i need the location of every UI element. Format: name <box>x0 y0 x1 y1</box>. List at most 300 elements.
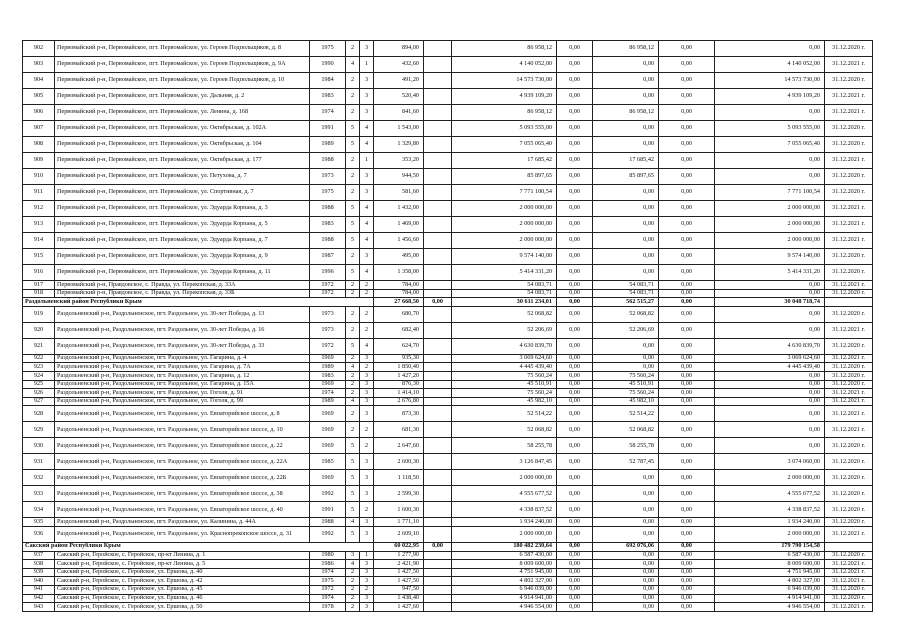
row-number: 924 <box>23 371 55 380</box>
total-cost: 86 958,12 <box>452 41 557 57</box>
year-built: 1983 <box>310 371 346 380</box>
address-cell: Раздольненский р-н, Раздольненское, пгт. Раздольное, ул. Евпаторийское шоссе, д. 40 <box>55 502 310 518</box>
total-cost: 4 555 677,52 <box>452 486 557 502</box>
entrances-count: 3 <box>360 603 374 612</box>
completion-date: 31.12.2020 г. <box>825 486 873 502</box>
total-cost: 75 560,24 <box>452 371 557 380</box>
entrances-count: 2 <box>360 585 374 594</box>
area-value: 1 414,10 <box>374 389 424 398</box>
completion-date: 31.12.2021 г. <box>825 568 873 577</box>
zero-value: 0,00 <box>557 57 593 73</box>
area-value: 876,30 <box>374 380 424 389</box>
floors-count: 2 <box>346 389 360 398</box>
area-value: 894,00 <box>374 41 424 57</box>
year-built: 1988 <box>310 153 346 169</box>
area-value: 1 543,00 <box>374 121 424 137</box>
roof-cost: 0,00 <box>593 470 659 486</box>
area-value: 432,60 <box>374 57 424 73</box>
table-row <box>23 371 873 380</box>
table-row <box>23 380 873 389</box>
facade-cost: 0,00 <box>715 153 825 169</box>
address-cell: Первомайский р-н, Первомайское, пгт. Первомайское, ул. Героев Подпольщиков, д. 9А <box>55 57 310 73</box>
completion-date: 31.12.2020 г. <box>825 454 873 470</box>
zero-value: 0,00 <box>557 585 593 594</box>
roof-cost: 85 897,65 <box>593 169 659 185</box>
zero-value: 0,00 <box>659 560 715 569</box>
total-cost: 4 140 052,00 <box>452 57 557 73</box>
area-value: 2 676,80 <box>374 397 424 406</box>
address-cell: Первомайский р-н, Первомайское, пгт. Первомайское, ул. Спортивная, д. 7 <box>55 185 310 201</box>
roof-cost: 52 787,45 <box>593 454 659 470</box>
row-number: 938 <box>23 560 55 569</box>
floors-count: 5 <box>346 137 360 153</box>
table-row <box>23 354 873 363</box>
floors-count: 2 <box>346 585 360 594</box>
address-cell: Сакский р-н, Геройское, с. Геройское, пр-кт Ленина, д. 5 <box>55 560 310 569</box>
row-number: 918 <box>23 289 55 298</box>
zero-value: 0,00 <box>557 265 593 281</box>
table-row <box>23 322 873 338</box>
district-name: Сакский район Республики Крым <box>23 542 374 551</box>
district-roof-cost: 692 076,06 <box>593 542 659 551</box>
zero-value: 0,00 <box>659 406 715 422</box>
total-cost: 4 445 439,40 <box>452 363 557 372</box>
roof-cost: 52 206,69 <box>593 322 659 338</box>
total-cost: 52 068,82 <box>452 306 557 322</box>
blank-cell <box>424 438 452 454</box>
entrances-count: 3 <box>360 577 374 586</box>
roof-cost: 0,00 <box>593 568 659 577</box>
row-number: 926 <box>23 389 55 398</box>
roof-cost: 0,00 <box>593 518 659 527</box>
zero-value: 0,00 <box>659 289 715 298</box>
address-cell: Первомайский р-н, Первомайское, пгт. Первомайское, ул. Эдуарда Корпана, д. 7 <box>55 233 310 249</box>
area-value: 873,30 <box>374 406 424 422</box>
facade-cost: 0,00 <box>715 41 825 57</box>
zero-value: 0,00 <box>659 73 715 89</box>
total-cost: 4 802 327,00 <box>452 577 557 586</box>
row-number: 941 <box>23 585 55 594</box>
roof-cost: 0,00 <box>593 73 659 89</box>
completion-date: 31.12.2020 г. <box>825 41 873 57</box>
address-cell: Раздольненский р-н, Раздольненское, пгт. Раздольное, ул. Гагарина, д. 4 <box>55 354 310 363</box>
table-row <box>23 289 873 298</box>
total-cost: 1 934 240,00 <box>452 518 557 527</box>
zero-value: 0,00 <box>659 594 715 603</box>
floors-count: 2 <box>346 306 360 322</box>
zero-value: 0,00 <box>557 594 593 603</box>
address-cell: Раздольненский р-н, Раздольненское, пгт. Раздольное, ул. Евпаторийское шоссе, д. 22А <box>55 454 310 470</box>
total-cost: 75 560,24 <box>452 389 557 398</box>
zero-value: 0,00 <box>557 389 593 398</box>
floors-count: 3 <box>346 551 360 560</box>
table-row <box>23 422 873 438</box>
year-built: 1985 <box>310 454 346 470</box>
table-row <box>23 57 873 73</box>
floors-count: 2 <box>346 169 360 185</box>
address-cell: Сакский р-н, Геройское, с. Геройское, ул. Ершова, д. 40 <box>55 568 310 577</box>
district-total-cost: 30 611 234,01 <box>452 298 557 307</box>
blank-cell <box>424 486 452 502</box>
floors-count: 2 <box>346 153 360 169</box>
zero-value: 0,00 <box>557 354 593 363</box>
entrances-count: 3 <box>360 486 374 502</box>
total-cost: 5 093 555,00 <box>452 121 557 137</box>
total-cost: 9 574 140,00 <box>452 249 557 265</box>
table-row <box>23 389 873 398</box>
address-cell: Сакский р-н, Геройское, с. Геройское, ул. Ершова, д. 50 <box>55 603 310 612</box>
roof-cost: 0,00 <box>593 249 659 265</box>
table-row <box>23 594 873 603</box>
year-built: 1988 <box>310 518 346 527</box>
year-built: 1980 <box>310 551 346 560</box>
roof-cost: 0,00 <box>593 121 659 137</box>
entrances-count: 2 <box>360 306 374 322</box>
zero-value: 0,00 <box>557 560 593 569</box>
facade-cost: 4 338 837,52 <box>715 502 825 518</box>
district-zero-value: 0,00 <box>659 298 715 307</box>
floors-count: 4 <box>346 363 360 372</box>
facade-cost: 4 939 109,20 <box>715 89 825 105</box>
year-built: 1969 <box>310 470 346 486</box>
table-row <box>23 233 873 249</box>
row-number: 919 <box>23 306 55 322</box>
district-subtotal-row <box>23 542 873 551</box>
completion-date: 31.12.2020 г. <box>825 551 873 560</box>
blank-cell <box>424 121 452 137</box>
district-zero-value: 0,00 <box>557 542 593 551</box>
row-number: 902 <box>23 41 55 57</box>
zero-value: 0,00 <box>659 201 715 217</box>
total-cost: 6 587 430,00 <box>452 551 557 560</box>
row-number: 939 <box>23 568 55 577</box>
area-value: 1 771,10 <box>374 518 424 527</box>
row-number: 940 <box>23 577 55 586</box>
area-value: 1 329,80 <box>374 137 424 153</box>
zero-value: 0,00 <box>557 217 593 233</box>
entrances-count: 2 <box>360 322 374 338</box>
roof-cost: 0,00 <box>593 137 659 153</box>
roof-cost: 17 685,42 <box>593 153 659 169</box>
completion-date: 31.12.2021 г. <box>825 406 873 422</box>
floors-count: 2 <box>346 380 360 389</box>
table-row <box>23 281 873 290</box>
entrances-count: 3 <box>360 568 374 577</box>
facade-cost: 4 946 554,00 <box>715 603 825 612</box>
year-built: 1978 <box>310 603 346 612</box>
facade-cost: 6 587 430,00 <box>715 551 825 560</box>
entrances-count: 4 <box>360 137 374 153</box>
address-cell: Раздольненский р-н, Раздольненское, пгт. Раздольное, ул. Евпаторийское шоссе, д. 38 <box>55 486 310 502</box>
zero-value: 0,00 <box>557 486 593 502</box>
row-number: 917 <box>23 281 55 290</box>
zero-value: 0,00 <box>659 422 715 438</box>
completion-date: 31.12.2020 г. <box>825 185 873 201</box>
table-row <box>23 249 873 265</box>
zero-value: 0,00 <box>557 502 593 518</box>
entrances-count: 3 <box>360 454 374 470</box>
address-cell: Первомайский р-н, Первомайское, пгт. Первомайское, ул. Эдуарда Корпана, д. 9 <box>55 249 310 265</box>
floors-count: 2 <box>346 354 360 363</box>
row-number: 915 <box>23 249 55 265</box>
completion-date: 31.12.2021 г. <box>825 217 873 233</box>
floors-count: 4 <box>346 57 360 73</box>
blank-cell <box>424 577 452 586</box>
zero-value: 0,00 <box>557 338 593 354</box>
zero-value: 0,00 <box>659 105 715 121</box>
row-number: 935 <box>23 518 55 527</box>
blank-cell <box>424 153 452 169</box>
zero-value: 0,00 <box>659 249 715 265</box>
facade-cost: 0,00 <box>715 438 825 454</box>
blank-cell <box>424 338 452 354</box>
facade-cost: 2 000 000,00 <box>715 233 825 249</box>
year-built: 1987 <box>310 249 346 265</box>
table-row <box>23 470 873 486</box>
completion-date: 31.12.2020 г. <box>825 137 873 153</box>
zero-value: 0,00 <box>557 470 593 486</box>
zero-value: 0,00 <box>557 551 593 560</box>
blank-cell <box>424 502 452 518</box>
total-cost: 7 771 100,54 <box>452 185 557 201</box>
facade-cost: 2 000 000,00 <box>715 526 825 542</box>
table-row <box>23 338 873 354</box>
facade-cost: 0,00 <box>715 380 825 389</box>
facade-cost: 1 934 240,00 <box>715 518 825 527</box>
area-value: 2 647,60 <box>374 438 424 454</box>
completion-date: 31.12.2021 г. <box>825 577 873 586</box>
year-built: 1992 <box>310 526 346 542</box>
floors-count: 2 <box>346 249 360 265</box>
entrances-count: 2 <box>360 289 374 298</box>
completion-date: 31.12.2021 г. <box>825 397 873 406</box>
blank-cell <box>424 265 452 281</box>
row-number: 933 <box>23 486 55 502</box>
roof-cost: 0,00 <box>593 603 659 612</box>
blank-cell <box>424 185 452 201</box>
zero-value: 0,00 <box>659 89 715 105</box>
facade-cost: 0,00 <box>715 281 825 290</box>
year-built: 1969 <box>310 406 346 422</box>
blank-cell <box>424 363 452 372</box>
blank-cell <box>424 526 452 542</box>
completion-date: 31.12.2020 г. <box>825 518 873 527</box>
floors-count: 4 <box>346 560 360 569</box>
zero-value: 0,00 <box>659 153 715 169</box>
area-value: 1 600,30 <box>374 502 424 518</box>
facade-cost: 4 751 945,00 <box>715 568 825 577</box>
area-value: 624,70 <box>374 338 424 354</box>
floors-count: 2 <box>346 281 360 290</box>
table-row <box>23 603 873 612</box>
table-row <box>23 185 873 201</box>
facade-cost: 2 000 000,00 <box>715 217 825 233</box>
table-row <box>23 577 873 586</box>
area-value: 1 456,60 <box>374 233 424 249</box>
year-built: 1975 <box>310 41 346 57</box>
table-row <box>23 73 873 89</box>
year-built: 1974 <box>310 389 346 398</box>
blank-cell <box>424 322 452 338</box>
zero-value: 0,00 <box>659 470 715 486</box>
facade-cost: 0,00 <box>715 306 825 322</box>
facade-cost: 7 055 065,40 <box>715 137 825 153</box>
facade-cost: 4 555 677,52 <box>715 486 825 502</box>
facade-cost: 4 445 439,40 <box>715 363 825 372</box>
total-cost: 86 958,12 <box>452 105 557 121</box>
entrances-count: 3 <box>360 89 374 105</box>
blank-cell <box>424 57 452 73</box>
area-value: 1 438,40 <box>374 594 424 603</box>
year-built: 1974 <box>310 594 346 603</box>
zero-value: 0,00 <box>659 363 715 372</box>
area-value: 1 427,60 <box>374 603 424 612</box>
zero-value: 0,00 <box>557 89 593 105</box>
year-built: 1984 <box>310 73 346 89</box>
year-built: 1973 <box>310 322 346 338</box>
floors-count: 4 <box>346 397 360 406</box>
floors-count: 5 <box>346 438 360 454</box>
district-date-blank <box>825 542 873 551</box>
address-cell: Первомайский р-н, Первомайское, пгт. Первомайское, ул. Эдуарда Корпана, д. 5 <box>55 217 310 233</box>
zero-value: 0,00 <box>659 306 715 322</box>
roof-cost: 0,00 <box>593 201 659 217</box>
facade-cost: 4 914 941,00 <box>715 594 825 603</box>
blank-cell <box>424 594 452 603</box>
zero-value: 0,00 <box>659 233 715 249</box>
blank-cell <box>424 454 452 470</box>
year-built: 1991 <box>310 121 346 137</box>
blank-cell <box>424 568 452 577</box>
roof-cost: 58 255,78 <box>593 438 659 454</box>
completion-date: 31.12.2021 г. <box>825 322 873 338</box>
table-row <box>23 486 873 502</box>
blank-cell <box>424 105 452 121</box>
address-cell: Первомайский р-н, Первомайское, пгт. Первомайское, ул. Ленина, д. 168 <box>55 105 310 121</box>
table-row <box>23 397 873 406</box>
row-number: 914 <box>23 233 55 249</box>
district-total-cost: 180 482 230,64 <box>452 542 557 551</box>
facade-cost: 9 574 140,00 <box>715 249 825 265</box>
row-number: 923 <box>23 363 55 372</box>
floors-count: 2 <box>346 406 360 422</box>
address-cell: Первомайский р-н, Правдовское, с. Правда, ул. Перекопская, д. 33А <box>55 281 310 290</box>
roof-cost: 0,00 <box>593 57 659 73</box>
entrances-count: 3 <box>360 185 374 201</box>
completion-date: 31.12.2020 г. <box>825 289 873 298</box>
table-row <box>23 502 873 518</box>
roof-cost: 0,00 <box>593 594 659 603</box>
total-cost: 52 514,22 <box>452 406 557 422</box>
zero-value: 0,00 <box>659 518 715 527</box>
total-cost: 4 338 837,52 <box>452 502 557 518</box>
zero-value: 0,00 <box>659 526 715 542</box>
zero-value: 0,00 <box>557 185 593 201</box>
zero-value: 0,00 <box>557 518 593 527</box>
year-built: 1973 <box>310 306 346 322</box>
row-number: 912 <box>23 201 55 217</box>
completion-date: 31.12.2021 г. <box>825 422 873 438</box>
district-facade-cost: 30 048 718,74 <box>715 298 825 307</box>
zero-value: 0,00 <box>557 422 593 438</box>
facade-cost: 0,00 <box>715 371 825 380</box>
area-value: 1 469,00 <box>374 217 424 233</box>
register-table-page <box>22 40 872 612</box>
area-value: 1 277,90 <box>374 551 424 560</box>
facade-cost: 0,00 <box>715 169 825 185</box>
year-built: 1972 <box>310 585 346 594</box>
roof-cost: 54 083,71 <box>593 289 659 298</box>
row-number: 927 <box>23 397 55 406</box>
completion-date: 31.12.2020 г. <box>825 265 873 281</box>
roof-cost: 52 068,82 <box>593 422 659 438</box>
table-row <box>23 454 873 470</box>
facade-cost: 3 069 624,60 <box>715 354 825 363</box>
zero-value: 0,00 <box>557 603 593 612</box>
facade-cost: 6 946 039,00 <box>715 585 825 594</box>
floors-count: 2 <box>346 89 360 105</box>
completion-date: 31.12.2021 г. <box>825 105 873 121</box>
floors-count: 2 <box>346 371 360 380</box>
address-cell: Первомайский р-н, Первомайское, пгт. Первомайское, ул. Октябрьская, д. 102А <box>55 121 310 137</box>
total-cost: 52 068,82 <box>452 422 557 438</box>
table-row <box>23 560 873 569</box>
zero-value: 0,00 <box>659 568 715 577</box>
facade-cost: 14 573 730,00 <box>715 73 825 89</box>
completion-date: 31.12.2021 г. <box>825 201 873 217</box>
total-cost: 2 000 000,00 <box>452 470 557 486</box>
blank-cell <box>424 470 452 486</box>
floors-count: 5 <box>346 526 360 542</box>
year-built: 1972 <box>310 289 346 298</box>
year-built: 1990 <box>310 57 346 73</box>
table-row <box>23 41 873 57</box>
table-row <box>23 121 873 137</box>
year-built: 1983 <box>310 217 346 233</box>
year-built: 1996 <box>310 265 346 281</box>
area-value: 944,50 <box>374 169 424 185</box>
zero-value: 0,00 <box>659 169 715 185</box>
roof-cost: 52 068,82 <box>593 306 659 322</box>
area-value: 581,60 <box>374 185 424 201</box>
roof-cost: 0,00 <box>593 551 659 560</box>
total-cost: 52 206,69 <box>452 322 557 338</box>
roof-cost: 0,00 <box>593 89 659 105</box>
zero-value: 0,00 <box>659 137 715 153</box>
address-cell: Раздольненский р-н, Раздольненское, пгт. Раздольное, ул. Евпаторийское шоссе, д. 22Б <box>55 470 310 486</box>
zero-value: 0,00 <box>659 185 715 201</box>
blank-cell <box>424 306 452 322</box>
completion-date: 31.12.2020 г. <box>825 73 873 89</box>
zero-value: 0,00 <box>659 486 715 502</box>
roof-cost: 0,00 <box>593 354 659 363</box>
facade-cost: 0,00 <box>715 105 825 121</box>
floors-count: 5 <box>346 201 360 217</box>
blank-cell <box>424 41 452 57</box>
address-cell: Раздольненский р-н, Раздольненское, пгт. Раздольное, ул. Гагарина, д. 15А <box>55 380 310 389</box>
floors-count: 2 <box>346 41 360 57</box>
facade-cost: 0,00 <box>715 389 825 398</box>
district-area: 60 022,95 <box>374 542 424 551</box>
roof-cost: 0,00 <box>593 577 659 586</box>
entrances-count: 3 <box>360 169 374 185</box>
entrances-count: 4 <box>360 265 374 281</box>
table-row <box>23 518 873 527</box>
blank-cell <box>424 422 452 438</box>
total-cost: 14 573 730,00 <box>452 73 557 89</box>
roof-cost: 86 958,12 <box>593 105 659 121</box>
entrances-count: 4 <box>360 217 374 233</box>
